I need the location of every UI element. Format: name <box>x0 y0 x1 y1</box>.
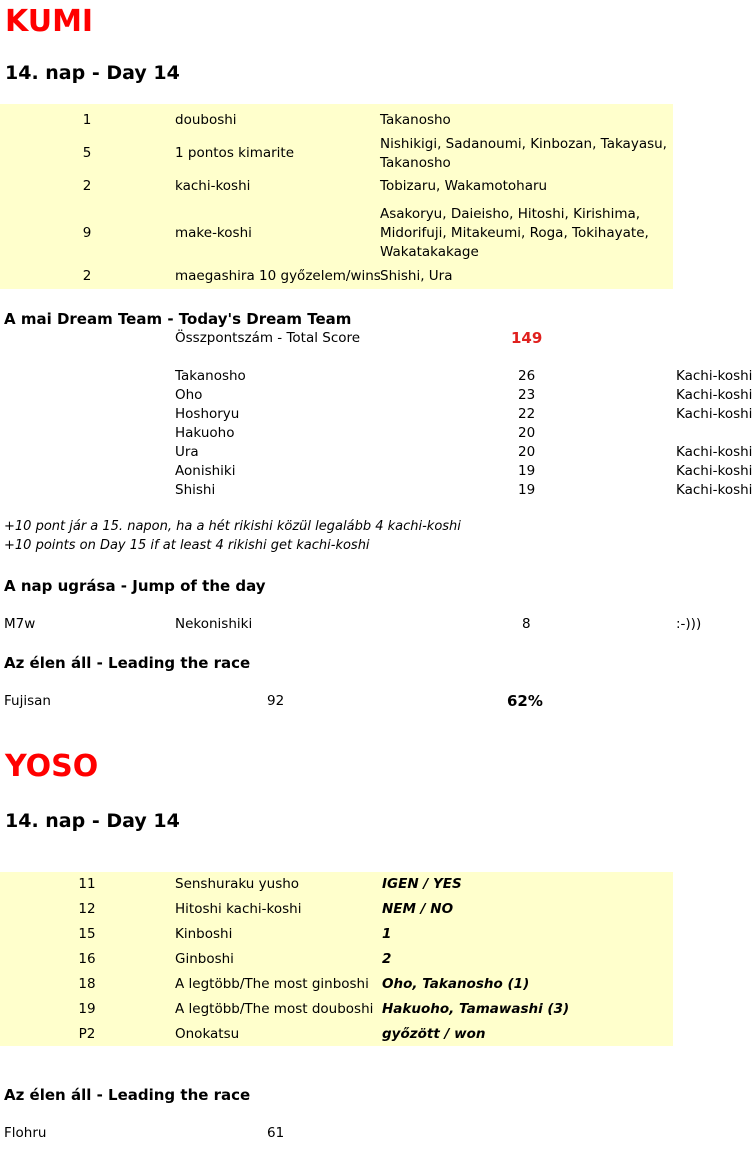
kumi-leader-name: Fujisan <box>4 693 51 709</box>
member-kachi-koshi: Kachi-koshi <box>676 463 753 479</box>
row-number: 2 <box>82 268 92 284</box>
bonus-note-hu: +10 pont jár a 15. napon, ha a hét rikishi közül legalább 4 kachi-koshi <box>4 519 461 534</box>
row-label: Onokatsu <box>175 1026 240 1042</box>
member-kachi-koshi: Kachi-koshi <box>676 406 753 422</box>
row-value: 1 <box>382 926 392 942</box>
member-score: 23 <box>518 387 536 403</box>
jump-name: Nekonishiki <box>175 616 253 632</box>
row-number: 18 <box>78 976 96 992</box>
member-name: Hoshoryu <box>175 406 240 422</box>
row-value: Takanosho <box>380 112 451 128</box>
yoso-day-heading: 14. nap - Day 14 <box>5 810 180 832</box>
row-number: 2 <box>82 178 92 194</box>
member-score: 19 <box>518 463 536 479</box>
jump-smiley: :-))) <box>676 616 702 632</box>
member-name: Shishi <box>175 482 216 498</box>
row-value: Oho, Takanosho (1) <box>382 976 530 992</box>
member-kachi-koshi: Kachi-koshi <box>676 482 753 498</box>
jump-heading: A nap ugrása - Jump of the day <box>4 577 266 595</box>
row-label: 1 pontos kimarite <box>175 145 295 161</box>
kumi-title: KUMI <box>5 4 94 39</box>
row-number: 11 <box>78 876 96 892</box>
row-value: NEM / NO <box>382 901 454 917</box>
member-score: 26 <box>518 368 536 384</box>
member-score: 20 <box>518 425 536 441</box>
row-number: 16 <box>78 951 96 967</box>
member-name: Hakuoho <box>175 425 235 441</box>
row-value: Asakoryu, Daieisho, Hitoshi, Kirishima, Midorifuji, Mitakeumi, Roga, Tokihayate, Wakatakakage <box>380 206 649 260</box>
row-value: IGEN / YES <box>382 876 462 892</box>
yoso-title: YOSO <box>5 749 99 784</box>
bonus-note-en: +10 points on Day 15 if at least 4 rikishi get kachi-koshi <box>4 538 370 553</box>
member-kachi-koshi: Kachi-koshi <box>676 368 753 384</box>
row-label: kachi-koshi <box>175 178 251 194</box>
kumi-leader-points: 92 <box>267 693 285 709</box>
kumi-day-heading: 14. nap - Day 14 <box>5 62 180 84</box>
member-kachi-koshi: Kachi-koshi <box>676 387 753 403</box>
row-label: Ginboshi <box>175 951 234 967</box>
jump-value: 8 <box>522 616 531 632</box>
row-value: 2 <box>382 951 392 967</box>
row-label: A legtöbb/The most ginboshi <box>175 976 369 992</box>
kumi-leader-percent: 62% <box>507 692 543 710</box>
yoso-leader-name: Flohru <box>4 1125 47 1141</box>
member-score: 20 <box>518 444 536 460</box>
yoso-leader-heading: Az élen áll - Leading the race <box>4 1086 251 1104</box>
row-number: 9 <box>82 225 92 241</box>
row-number: 5 <box>82 145 92 161</box>
member-name: Ura <box>175 444 199 460</box>
jump-rank: M7w <box>4 616 36 632</box>
row-label: douboshi <box>175 112 237 128</box>
row-value: Nishikigi, Sadanoumi, Kinbozan, Takayasu, Takanosho <box>380 136 667 171</box>
row-value: Hakuoho, Tamawashi (3) <box>382 1001 570 1017</box>
row-value: győzött / won <box>382 1026 486 1042</box>
row-number: 15 <box>78 926 96 942</box>
total-score-value: 149 <box>511 329 543 347</box>
row-label: A legtöbb/The most douboshi <box>175 1001 374 1017</box>
member-kachi-koshi: Kachi-koshi <box>676 444 753 460</box>
row-number: 19 <box>78 1001 96 1017</box>
row-label: maegashira 10 győzelem/wins <box>175 268 381 284</box>
row-value: Shishi, Ura <box>380 268 453 284</box>
row-number: 1 <box>82 112 92 128</box>
kumi-leader-heading: Az élen áll - Leading the race <box>4 654 251 672</box>
row-number: P2 <box>78 1026 96 1042</box>
row-value: Tobizaru, Wakamotoharu <box>380 178 548 194</box>
member-name: Aonishiki <box>175 463 236 479</box>
total-score-label: Összpontszám - Total Score <box>175 330 361 346</box>
member-name: Takanosho <box>175 368 246 384</box>
row-label: make-koshi <box>175 225 252 241</box>
row-label: Kinboshi <box>175 926 233 942</box>
row-label: Senshuraku yusho <box>175 876 300 892</box>
yoso-leader-points: 61 <box>267 1125 285 1141</box>
member-name: Oho <box>175 387 203 403</box>
row-number: 12 <box>78 901 96 917</box>
dream-team-heading: A mai Dream Team - Today's Dream Team <box>4 310 352 328</box>
row-label: Hitoshi kachi-koshi <box>175 901 302 917</box>
member-score: 22 <box>518 406 536 422</box>
member-score: 19 <box>518 482 536 498</box>
